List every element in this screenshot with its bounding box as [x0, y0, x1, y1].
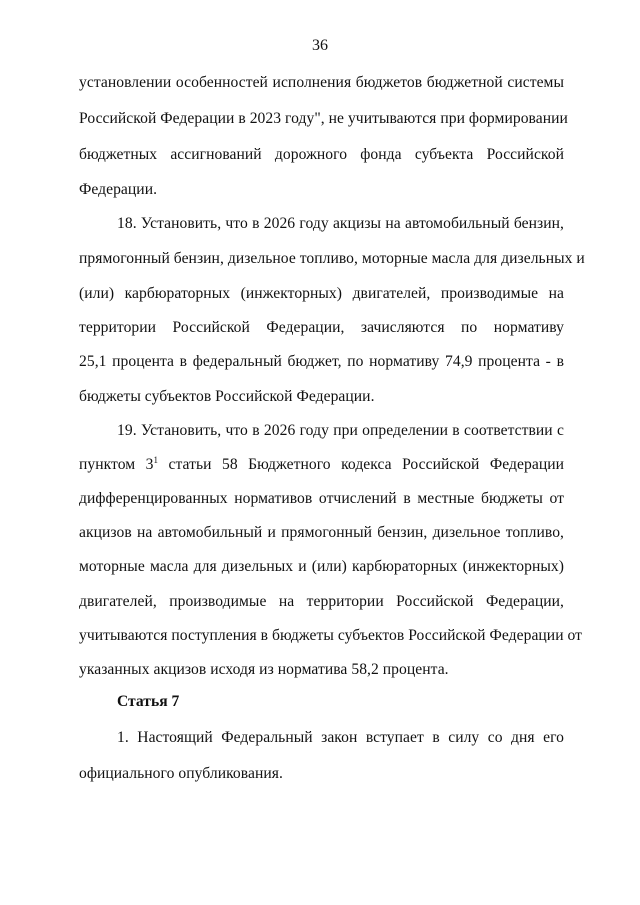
text-line: моторные масла для дизельных и (или) карбюраторных (инжекторных) [79, 558, 564, 575]
text-line: указанных акцизов исходя из норматива 58,2 процента. [79, 661, 449, 678]
text-fragment: статьи 58 Бюджетного кодекса Российской Федерации [158, 456, 564, 473]
text-line: акцизов на автомобильный и прямогонный бензин, дизельное топливо, [79, 524, 564, 541]
text-line: двигателей, производимые на территории Российской Федерации, [79, 593, 564, 610]
text-line: (или) карбюраторных (инжекторных) двигателей, производимые на [79, 285, 564, 302]
text-line: территории Российской Федерации, зачисляются по нормативу [79, 319, 564, 336]
text-line: Российской Федерации в 2023 году", не учитываются при формировании [79, 110, 568, 127]
text-line: бюджетных ассигнований дорожного фонда субъекта Российской [79, 146, 564, 163]
text-line: бюджеты субъектов Российской Федерации. [79, 388, 375, 405]
text-line: прямогонный бензин, дизельное топливо, моторные масла для дизельных и [79, 250, 585, 267]
text-line: учитываются поступления в бюджеты субъектов Российской Федерации от [79, 627, 583, 644]
text-line: Федерации. [79, 181, 158, 198]
text-line: 1. Настоящий Федеральный закон вступает в силу со дня его [117, 729, 564, 746]
text-fragment: пунктом 3 [79, 456, 154, 473]
text-line: 18. Установить, что в 2026 году акцизы на автомобильный бензин, [117, 215, 564, 232]
text-line: установлении особенностей исполнения бюджетов бюджетной системы [79, 74, 564, 91]
text-line: 25,1 процента в федеральный бюджет, по нормативу 74,9 процента - в [79, 353, 564, 370]
text-line: официального опубликования. [79, 765, 283, 782]
text-line: дифференцированных нормативов отчислений в местные бюджеты от [79, 490, 564, 507]
text-line [79, 455, 564, 475]
text-line: 19. Установить, что в 2026 году при определении в соответствии с [117, 422, 564, 439]
page-number: 36 [312, 37, 328, 54]
article-heading: Статья 7 [117, 693, 180, 710]
superscript: 1 [153, 455, 159, 465]
